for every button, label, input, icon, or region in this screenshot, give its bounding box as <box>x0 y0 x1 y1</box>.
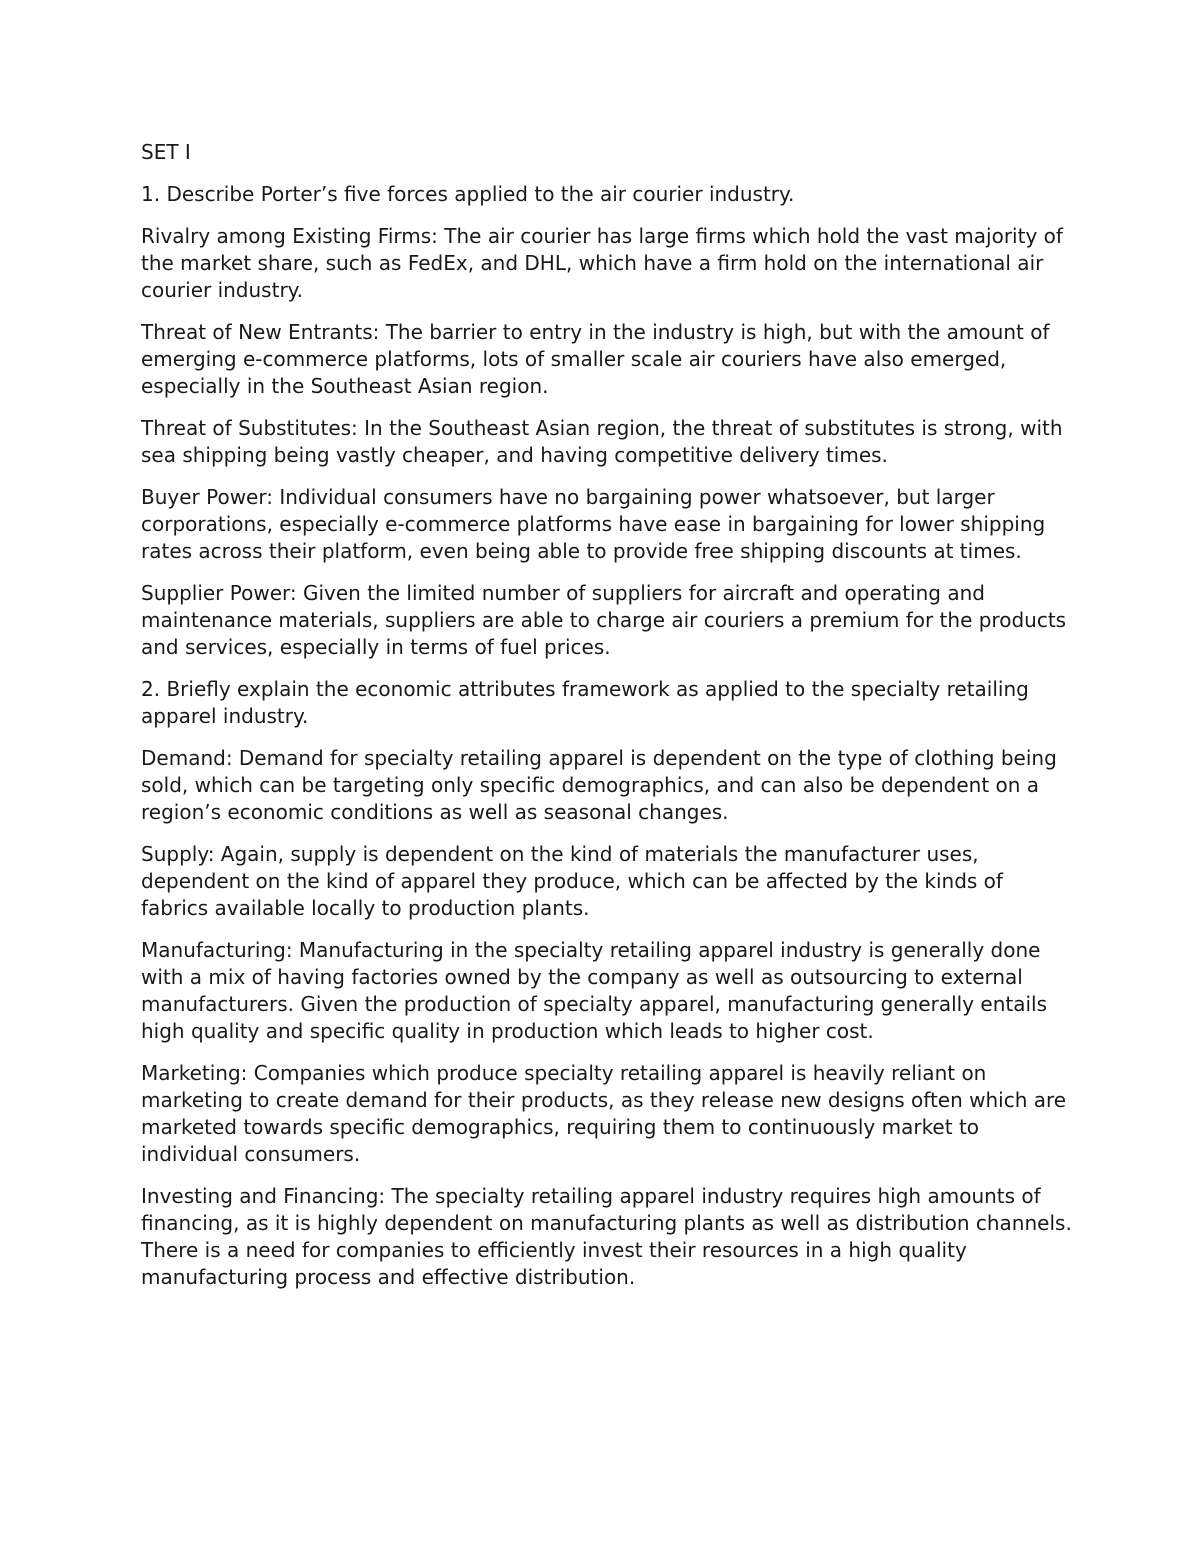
paragraph-new-entrants: Threat of New Entrants: The barrier to entry in the industry is high, but with the amount of emerging e-commerce platforms, lots of smaller scale air couriers have also emerged, especially in the Southeast Asian region. <box>141 320 1050 398</box>
paragraph-demand: Demand: Demand for specialty retailing apparel is dependent on the type of clothing being sold, which can be targeting only specific demographics, and can also be dependent on a region’s economic conditions as well as seasonal changes. <box>141 746 1057 824</box>
paragraph-substitutes: Threat of Substitutes: In the Southeast Asian region, the threat of substitutes is strong, with sea shipping being vastly cheaper, and having competitive delivery times. <box>141 416 1063 467</box>
paragraph-investing-financing: Investing and Financing: The specialty retailing apparel industry requires high amounts of financing, as it is highly dependent on manufacturing plants as well as distribution channels. There is a need for companies to efficiently invest their resources in a high quality manufacturing process and effective distribution. <box>141 1184 1072 1289</box>
paragraph-rivalry: Rivalry among Existing Firms: The air courier has large firms which hold the vast majority of the market share, such as FedEx, and DHL, which have a firm hold on the international air courier industry. <box>141 224 1063 302</box>
paragraph-manufacturing: Manufacturing: Manufacturing in the specialty retailing apparel industry is generally done with a mix of having factories owned by the company as well as outsourcing to external manufacturers. Given the production of specialty apparel, manufacturing generally entails high quality and specific quality in production which leads to higher cost. <box>141 938 1048 1043</box>
paragraph-supply: Supply: Again, supply is dependent on the kind of materials the manufacturer uses, dependent on the kind of apparel they produce, which can be affected by the kinds of fabrics available locally to production plants. <box>141 842 1003 920</box>
paragraph-buyer-power: Buyer Power: Individual consumers have no bargaining power whatsoever, but larger corporations, especially e-commerce platforms have ease in bargaining for lower shipping rates across their platform, even being able to provide free shipping discounts at times. <box>141 485 1046 563</box>
paragraph-supplier-power: Supplier Power: Given the limited number of suppliers for aircraft and operating and maintenance materials, suppliers are able to charge air couriers a premium for the products and services, especially in terms of fuel prices. <box>141 581 1067 659</box>
question-1: 1. Describe Porter’s five forces applied to the air courier industry. <box>141 182 795 206</box>
document-page <box>141 139 1076 1306</box>
document-title: SET I <box>141 140 191 164</box>
question-2: 2. Briefly explain the economic attributes framework as applied to the specialty retailing apparel industry. <box>141 677 1029 728</box>
paragraph-marketing: Marketing: Companies which produce specialty retailing apparel is heavily reliant on marketing to create demand for their products, as they release new designs often which are marketed towards specific demographics, requiring them to continuously market to individual consumers. <box>141 1061 1067 1166</box>
